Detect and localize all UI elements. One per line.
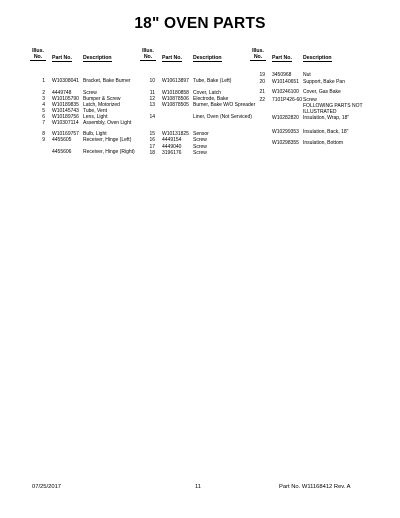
- part-description: Screw: [303, 97, 317, 103]
- part-description: Screw: [193, 144, 207, 150]
- part-number: W10105790: [52, 96, 79, 102]
- part-number: 7101P426-60: [272, 97, 303, 103]
- part-number: 4449154: [162, 137, 182, 143]
- part-description: Cover, Gas Bake: [303, 89, 341, 95]
- part-number: W10613897: [162, 78, 189, 84]
- part-number: 4455605: [52, 137, 72, 143]
- part-number: 4449040: [162, 144, 182, 150]
- part-description: Burner, Bake W/O Spreader: [193, 102, 256, 108]
- illus-number: 19: [259, 72, 265, 78]
- part-number: W10282820: [272, 115, 299, 121]
- part-description: Lens, Light: [83, 114, 108, 120]
- illus-number: 20: [259, 79, 265, 85]
- part-number: W10307114: [52, 120, 79, 126]
- part-description: Nut: [303, 72, 311, 78]
- illus-number: 12: [149, 96, 155, 102]
- part-number: W10298355: [272, 140, 299, 146]
- footer-date: 07/25/2017: [32, 484, 62, 490]
- description-header: Description: [303, 55, 332, 61]
- part-description: Sensor: [193, 131, 209, 137]
- part-number: W10140651: [272, 79, 299, 85]
- description-header: Description: [83, 55, 112, 61]
- illus-number: 15: [149, 131, 155, 137]
- part-number: 4449748: [52, 90, 72, 96]
- illus-number: 5: [42, 108, 45, 114]
- column-header: [30, 48, 148, 64]
- illus-number: 22: [259, 97, 265, 103]
- part-description: Bumper & Screw: [83, 96, 121, 102]
- part-number: W10169757: [52, 131, 79, 137]
- illus-number: 14: [149, 114, 155, 120]
- part-description: Assembly, Oven Light: [83, 120, 132, 126]
- part-description: Screw: [193, 150, 207, 156]
- illus-number: 11: [149, 90, 155, 96]
- illus-number: 21: [259, 89, 265, 95]
- page-title: 18" OVEN PARTS: [134, 15, 266, 32]
- illus-number: 1: [42, 78, 45, 84]
- part-number: W10189756: [52, 114, 79, 120]
- part-description: Receiver, Hinge (Right): [83, 149, 135, 155]
- part-description: Tube, Vent: [83, 108, 107, 114]
- illus-number: 16: [149, 137, 155, 143]
- part-description: Liner, Oven (Not Serviced): [193, 114, 252, 120]
- part-no-header: Part No.: [162, 55, 182, 61]
- description-header: Description: [193, 55, 222, 61]
- part-description: Latch, Motorized: [83, 102, 120, 108]
- illus-number: 10: [149, 78, 155, 84]
- footer-part-number: Part No. W11168412 Rev. A: [279, 484, 351, 490]
- part-number: W10145743: [52, 108, 79, 114]
- part-number: W10180858: [162, 90, 189, 96]
- illus-number: 9: [42, 137, 45, 143]
- illus-header: Illus. No.: [140, 48, 156, 61]
- part-number: W10189835: [52, 102, 79, 108]
- illus-number: 7: [42, 120, 45, 126]
- part-number: W10131825: [162, 131, 189, 137]
- illus-number: 4: [42, 102, 45, 108]
- footer-page-number: 11: [195, 484, 202, 490]
- part-description: Insulation, Bottom: [303, 140, 344, 146]
- part-description: Receiver, Hinge (Left): [83, 137, 132, 143]
- illus-number: 2: [42, 90, 45, 96]
- part-description: Insulation, Wrap, 18": [303, 115, 350, 121]
- parts-column-2: [140, 48, 258, 156]
- illus-number: 6: [42, 114, 45, 120]
- illus-number: 3: [42, 96, 45, 102]
- part-description: Bracket, Bake Burner: [83, 78, 131, 84]
- part-description: Support, Bake Pan: [303, 79, 345, 85]
- part-number: W10878506: [162, 96, 189, 102]
- part-number: W10878505: [162, 102, 189, 108]
- column-header: [140, 48, 258, 64]
- part-description: Insulation, Back, 18": [303, 129, 349, 135]
- column-header: [250, 48, 370, 64]
- part-description: FOLLOWING PARTS NOT ILLUSTRATED: [303, 103, 363, 115]
- part-number: 3196176: [162, 150, 182, 156]
- part-number: 4455606: [52, 149, 72, 155]
- part-number: W10299353: [272, 129, 299, 135]
- part-description: Bulb, Light: [83, 131, 107, 137]
- illus-number: 18: [149, 150, 155, 156]
- illus-header: Illus. No.: [250, 48, 266, 61]
- illus-number: 8: [42, 131, 45, 137]
- part-number: W10308041: [52, 78, 79, 84]
- illus-header: Illus. No.: [30, 48, 46, 61]
- parts-column-1: [30, 48, 148, 155]
- part-number: 3450968: [272, 72, 292, 78]
- part-description: Cover, Latch: [193, 90, 222, 96]
- parts-column-3: [250, 48, 370, 146]
- illus-number: 13: [149, 102, 155, 108]
- illus-number: 17: [149, 144, 155, 150]
- part-description: Electrode, Bake: [193, 96, 229, 102]
- part-no-header: Part No.: [52, 55, 72, 61]
- part-number: W10246100: [272, 89, 299, 95]
- part-description: Tube, Bake (Left): [193, 78, 232, 84]
- part-no-header: Part No.: [272, 55, 292, 61]
- part-description: Screw: [193, 137, 207, 143]
- part-description: Screw: [83, 90, 97, 96]
